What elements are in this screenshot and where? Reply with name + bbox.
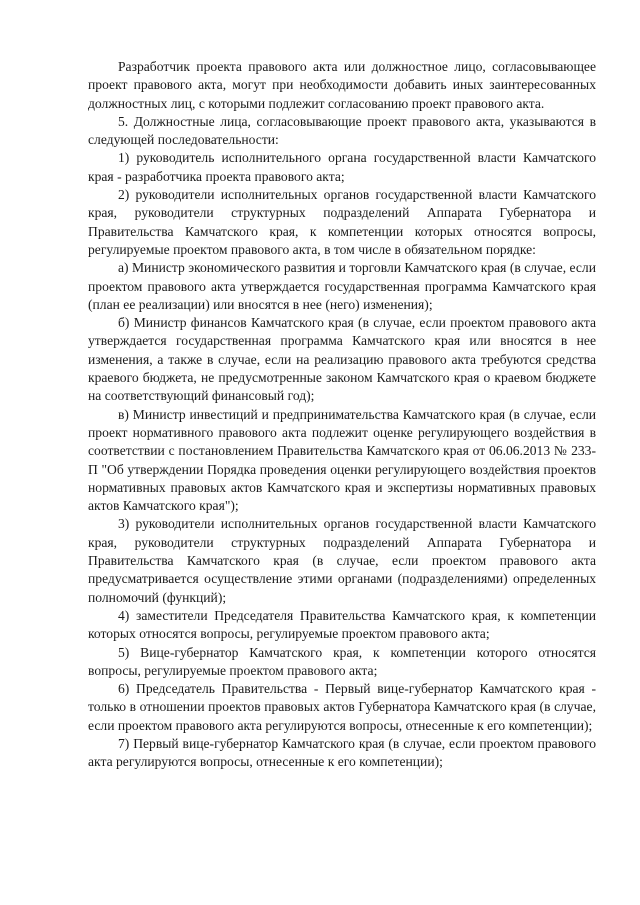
list-item-3: 3) руководители исполнительных органов государственной власти Камчатского края, руководители структурных подразделений Аппарата Губернатора и Правительства Камчатского края (в случае, если проектом правового акта предусматривается осуществление этими органами (подразделениями) определенных полномочий (функций); — [88, 516, 596, 605]
paragraph-developer-note: Разработчик проекта правового акта или должностное лицо, согласовывающее проект правового акта, могут при необходимости добавить иных заинтересованных должностных лиц, с которыми подлежит согласованию проект правового акта. — [88, 59, 596, 111]
sub-item-v: в) Министр инвестиций и предпринимательства Камчатского края (в случае, если проект нормативного правового акта подлежит оценке регулирующего воздействия в соответствии с постановлением Правительства Камчатского края от 06.06.2013 № 233-П "Об утверждении Порядка проведения оценки регулирующего воздействия проектов нормативных правовых актов Камчатского края и экспертизы нормативных правовых актов Камчатского края"); — [88, 406, 596, 514]
list-item-7: 7) Первый вице-губернатор Камчатского края (в случае, если проектом правового акта регулируются вопросы, отнесенные к его компетенции); — [88, 735, 596, 770]
list-item-4: 4) заместители Председателя Правительства Камчатского края, к компетенции которых относятся вопросы, регулируемые проектом правового акта; — [88, 607, 596, 642]
list-item-6: 6) Председатель Правительства - Первый вице-губернатор Камчатского края - только в отношении проектов правовых актов Губернатора Камчатского края (в случае, если проектом правового акта регулируются вопросы, отнесенные к его компетенции); — [88, 681, 596, 733]
list-item-1: 1) руководитель исполнительного органа государственной власти Камчатского края - разработчика проекта правового акта; — [88, 150, 596, 184]
list-item-5: 5) Вице-губернатор Камчатского края, к компетенции которого относятся вопросы, регулируемые проектом правового акта; — [88, 644, 596, 678]
document-page — [88, 58, 596, 772]
sub-item-b: б) Министр финансов Камчатского края (в случае, если проектом правового акта утверждается государственная программа Камчатского края или вносятся в нее изменения, а также в случае, если на реализацию правового акта требуются средства краевого бюджета, не предусмотренные законом Камчатского края о краевом бюджете на соответствующий финансовый год); — [88, 315, 596, 404]
sub-item-a: а) Министр экономического развития и торговли Камчатского края (в случае, если проектом правового акта утверждается государственная программа Камчатского края (план ее реализации) или вносятся в нее (него) изменения); — [88, 260, 596, 312]
list-item-2: 2) руководители исполнительных органов государственной власти Камчатского края, руководители структурных подразделений Аппарата Губернатора и Правительства Камчатского края, к компетенции которых относятся вопросы, регулируемые проектом правового акта, в том числе в обязательном порядке: — [88, 187, 596, 257]
paragraph-section-5: 5. Должностные лица, согласовывающие проект правового акта, указываются в следующей последовательности: — [88, 113, 596, 148]
